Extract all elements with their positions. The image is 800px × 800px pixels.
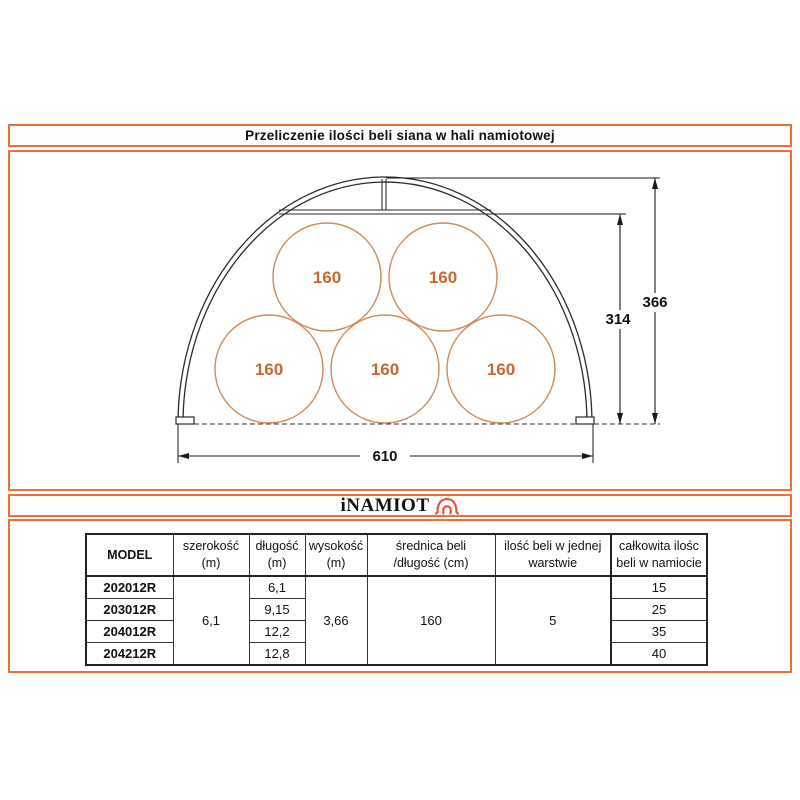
header-line: wysokość — [308, 539, 364, 554]
dim-label-314: 314 — [605, 311, 631, 328]
cell-model: 204012R — [86, 621, 173, 643]
header-wysokosc — [305, 534, 367, 576]
bale-label: 160 — [486, 360, 516, 379]
tent-cross-section-diagram — [10, 152, 790, 489]
header-ilosc-warstwa — [495, 534, 611, 576]
header-srednica — [367, 534, 495, 576]
header-line: ilość beli w jednej — [504, 539, 602, 554]
header-line: beli w namiocie — [616, 556, 702, 570]
cell-dlugosc: 9,15 — [249, 599, 305, 621]
spec-table-panel — [8, 519, 792, 673]
tent-icon — [434, 496, 460, 515]
spec-table — [85, 533, 708, 666]
bale-label: 160 — [428, 268, 458, 287]
header-dlugosc — [249, 534, 305, 576]
tent-top-frame — [279, 179, 491, 214]
cell-calkowita: 35 — [611, 621, 707, 643]
cell-szerokosc-shared: 6,1 — [173, 576, 249, 665]
header-line: długość — [255, 539, 299, 554]
header-line: (m) — [267, 556, 287, 570]
header-line: warstwie — [528, 556, 578, 570]
bale-diameter-labels — [255, 268, 515, 379]
header-line: /długość (cm) — [393, 556, 469, 570]
brand-name: iNAMIOT — [340, 494, 430, 516]
bale-label: 160 — [254, 360, 284, 379]
page-title: Przeliczenie ilości beli siana w hali namiotowej — [245, 128, 555, 143]
cell-wysokosc-shared: 3,66 — [305, 576, 367, 665]
header-line: średnica beli — [395, 539, 467, 554]
diagram-panel — [8, 150, 792, 491]
cell-calkowita: 40 — [611, 643, 707, 666]
cell-model: 203012R — [86, 599, 173, 621]
header-line: całkowita ilośc — [619, 539, 699, 554]
dim-label-610: 610 — [372, 448, 398, 465]
header-line: szerokość — [182, 539, 240, 554]
cell-dlugosc: 12,8 — [249, 643, 305, 666]
dimension-610 — [178, 446, 593, 465]
header-line: MODEL — [107, 547, 153, 562]
table-row — [86, 576, 707, 599]
header-calkowita — [611, 534, 707, 576]
cell-dlugosc: 6,1 — [249, 576, 305, 599]
cell-model: 204212R — [86, 643, 173, 666]
header-line: (m) — [326, 556, 346, 570]
dimension-314 — [601, 214, 636, 424]
bale-label: 160 — [370, 360, 400, 379]
cell-calkowita: 15 — [611, 576, 707, 599]
header-szerokosc — [173, 534, 249, 576]
header-line: (m) — [201, 556, 221, 570]
cell-dlugosc: 12,2 — [249, 621, 305, 643]
logo-bar — [8, 494, 792, 517]
cell-ilosc-warstwa-shared: 5 — [495, 576, 611, 665]
cell-model: 202012R — [86, 576, 173, 599]
table-header-row — [86, 534, 707, 576]
cell-calkowita: 25 — [611, 599, 707, 621]
dim-label-366: 366 — [642, 294, 668, 311]
hay-bales — [215, 223, 555, 423]
header-model — [86, 534, 173, 576]
title-bar — [8, 124, 792, 147]
cell-srednica-shared: 160 — [367, 576, 495, 665]
bale-label: 160 — [312, 268, 342, 287]
dimension-366 — [638, 178, 673, 424]
